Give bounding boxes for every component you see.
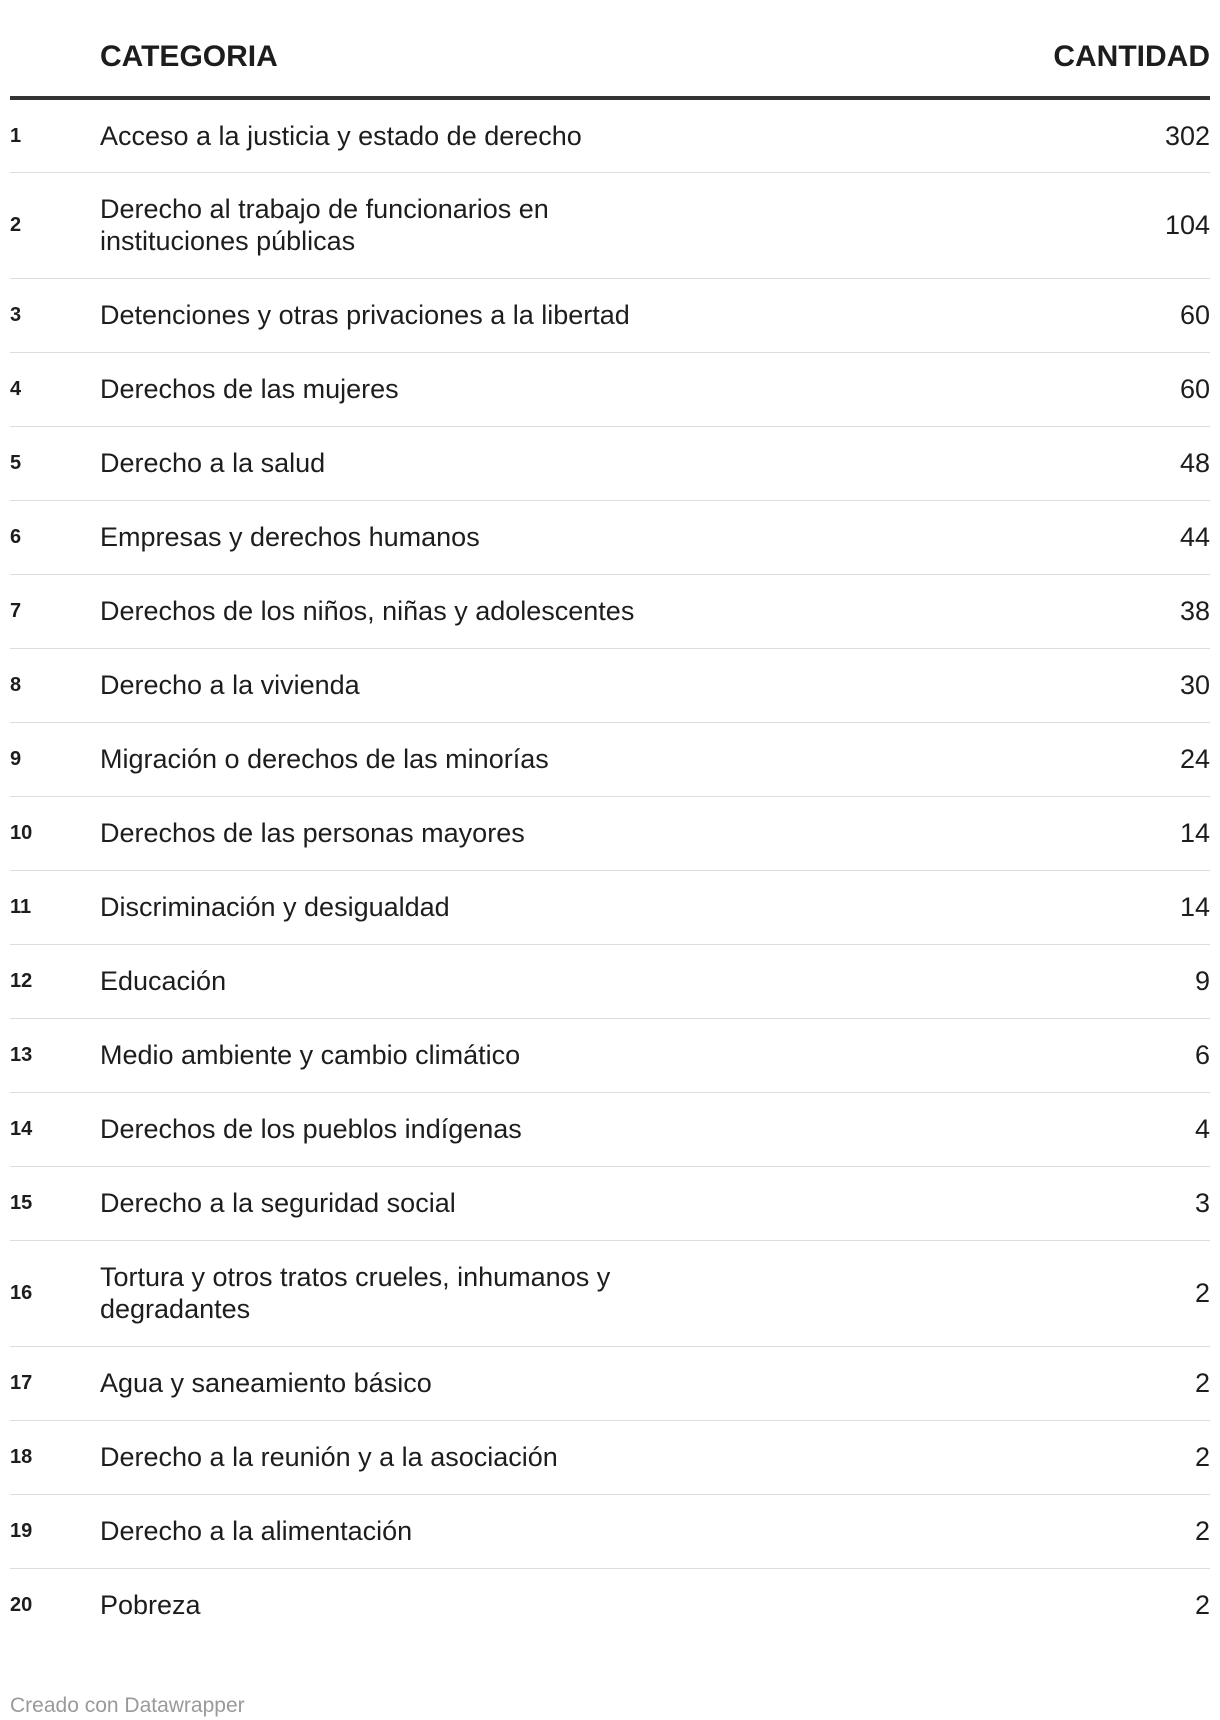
row-category: Migración o derechos de las minorías: [100, 744, 549, 774]
row-category: Derechos de las personas mayores: [100, 818, 525, 848]
row-category: Derecho a la seguridad social: [100, 1188, 456, 1218]
row-rank: 1: [10, 124, 22, 147]
row-rank: 16: [10, 1282, 33, 1304]
row-category-cell: [100, 1092, 1010, 1166]
row-quantity: 48: [1179, 448, 1210, 478]
table-row: [10, 1166, 1210, 1240]
row-rank: 3: [10, 304, 22, 326]
table-row: [10, 500, 1210, 574]
row-category-cell: [100, 278, 1010, 352]
table-body: [10, 98, 1210, 1642]
row-quantity: 2: [1194, 1278, 1210, 1308]
row-category-cell: [100, 722, 1010, 796]
row-quantity: 4: [1194, 1114, 1210, 1144]
table-row: [10, 1018, 1210, 1092]
data-table-container: [10, 0, 1210, 1642]
row-category: Empresas y derechos humanos: [100, 522, 480, 552]
row-quantity: 14: [1179, 892, 1210, 922]
row-quantity: 2: [1194, 1590, 1210, 1621]
row-quantity: 6: [1194, 1040, 1210, 1070]
row-quantity: 104: [1164, 210, 1210, 240]
row-rank: 5: [10, 452, 22, 474]
header-row: [10, 0, 1210, 98]
row-category: Pobreza: [100, 1590, 201, 1621]
table-row: [10, 722, 1210, 796]
row-category-cell: [100, 352, 1010, 426]
row-category-cell: [100, 1018, 1010, 1092]
row-category-cell: [100, 98, 1010, 172]
header-rank: [10, 0, 100, 98]
row-category: Agua y saneamiento básico: [100, 1368, 432, 1398]
row-category-cell: [100, 796, 1010, 870]
header-quantity: CANTIDAD: [1010, 0, 1210, 98]
table-row: [10, 352, 1210, 426]
row-rank: 18: [10, 1446, 33, 1468]
table-row: [10, 796, 1210, 870]
row-category: Discriminación y desigualdad: [100, 892, 450, 922]
row-category-cell: [100, 574, 1010, 648]
row-quantity: 60: [1179, 300, 1210, 330]
row-rank: 6: [10, 526, 22, 548]
table-row: [10, 648, 1210, 722]
table-row: [10, 1092, 1210, 1166]
data-table: [10, 0, 1210, 1642]
row-rank: 14: [10, 1118, 33, 1140]
row-quantity: 9: [1194, 966, 1210, 996]
table-header: [10, 0, 1210, 98]
table-row: [10, 1494, 1210, 1568]
row-category: Derechos de los niños, niñas y adolescentes: [100, 596, 635, 626]
row-quantity: 14: [1179, 818, 1210, 848]
row-category: Derecho a la alimentación: [100, 1516, 413, 1546]
row-quantity: 30: [1179, 670, 1210, 700]
row-category: Derecho a la reunión y a la asociación: [100, 1442, 558, 1472]
table-row: [10, 278, 1210, 352]
row-rank: 8: [10, 674, 22, 696]
row-category-cell: [100, 1166, 1010, 1240]
footer-credit: Creado con Datawrapper: [10, 1694, 245, 1717]
table-row: [10, 172, 1210, 278]
row-category-cell: [100, 944, 1010, 1018]
row-category: Detenciones y otras privaciones a la libertad: [100, 300, 630, 330]
table-row: [10, 1568, 1210, 1642]
row-rank: 17: [10, 1372, 33, 1394]
row-rank: 12: [10, 970, 33, 992]
row-rank: 13: [10, 1044, 33, 1066]
table-row: [10, 944, 1210, 1018]
row-quantity: 2: [1194, 1368, 1210, 1398]
row-category-cell: [100, 426, 1010, 500]
row-category-cell: [100, 1494, 1010, 1568]
row-category-cell: [100, 1240, 1010, 1346]
row-category-cell: [100, 172, 1010, 278]
row-rank: 7: [10, 600, 22, 622]
row-category-cell: [100, 870, 1010, 944]
row-rank: 10: [10, 822, 33, 844]
row-quantity: 60: [1179, 374, 1210, 404]
row-rank: 11: [10, 896, 32, 918]
row-quantity: 2: [1194, 1516, 1210, 1546]
row-quantity: 24: [1179, 744, 1210, 774]
row-rank: 15: [10, 1192, 33, 1214]
table-row: [10, 1420, 1210, 1494]
row-rank: 9: [10, 748, 22, 770]
row-category: Derecho al trabajo de funcionarios en instituciones públicas: [100, 194, 549, 256]
row-category-cell: [100, 500, 1010, 574]
row-rank: 19: [10, 1520, 33, 1542]
table-row: [10, 1240, 1210, 1346]
row-quantity: 302: [1164, 120, 1210, 151]
row-quantity: 38: [1179, 596, 1210, 626]
row-category: Derechos de los pueblos indígenas: [100, 1114, 522, 1144]
row-rank: 4: [10, 378, 22, 400]
table-row: [10, 98, 1210, 172]
row-category-cell: [100, 1346, 1010, 1420]
row-quantity: 3: [1194, 1188, 1210, 1218]
row-category: Tortura y otros tratos crueles, inhumanos y degradantes: [100, 1262, 611, 1324]
table-row: [10, 1346, 1210, 1420]
row-category: Medio ambiente y cambio climático: [100, 1040, 521, 1070]
table-row: [10, 574, 1210, 648]
row-rank: 2: [10, 214, 22, 236]
row-category: Derechos de las mujeres: [100, 374, 399, 404]
table-row: [10, 870, 1210, 944]
header-category: CATEGORIA: [100, 0, 1010, 98]
row-category: Derecho a la salud: [100, 448, 326, 478]
row-category: Derecho a la vivienda: [100, 670, 360, 700]
row-category-cell: [100, 1568, 1010, 1642]
row-rank: 20: [10, 1594, 33, 1617]
row-quantity: 44: [1179, 522, 1210, 552]
row-category: Educación: [100, 966, 227, 996]
row-category-cell: [100, 1420, 1010, 1494]
row-category-cell: [100, 648, 1010, 722]
row-quantity: 2: [1194, 1442, 1210, 1472]
table-row: [10, 426, 1210, 500]
row-category: Acceso a la justicia y estado de derecho: [100, 120, 582, 151]
